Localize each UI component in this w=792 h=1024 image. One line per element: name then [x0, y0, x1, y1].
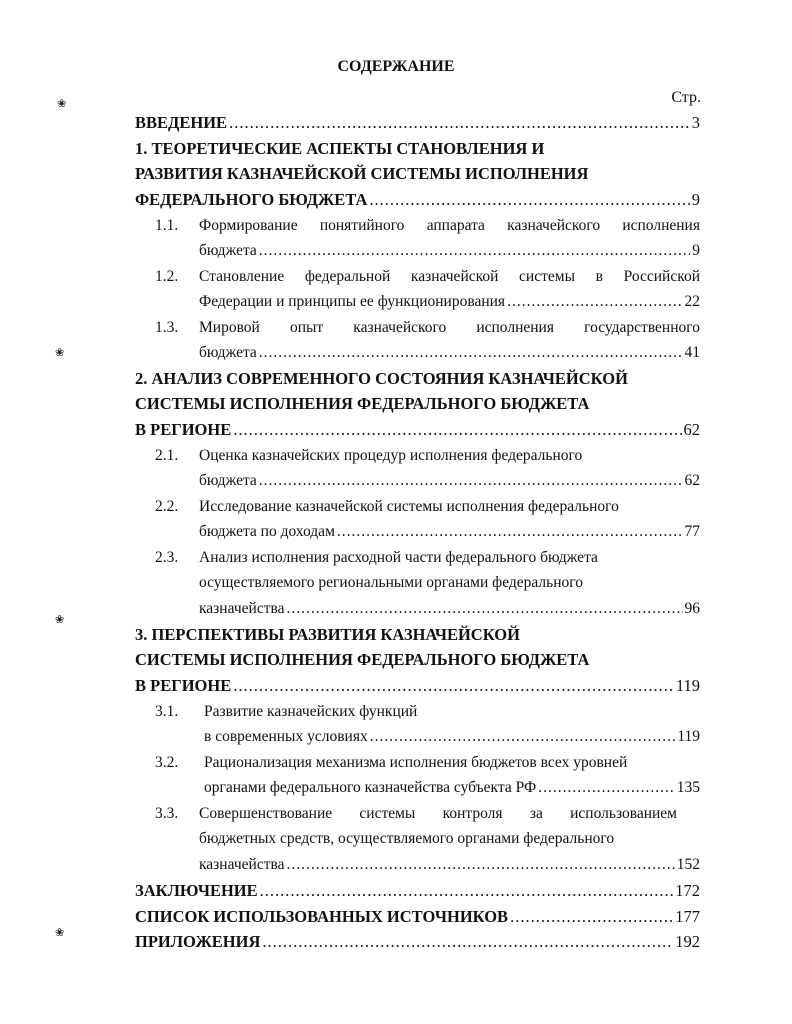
dot-leader — [538, 778, 675, 798]
dot-leader — [369, 190, 689, 210]
dot-leader — [510, 907, 673, 927]
toc-chapter-3 — [135, 676, 700, 696]
dot-leader — [233, 420, 681, 440]
scan-mark: ❀ — [57, 98, 67, 110]
toc-page-number: 22 — [684, 293, 700, 310]
toc-section-1-1 — [199, 241, 700, 261]
toc-section-3-3-line-1: Совершенствование системы контроля за использованием — [199, 805, 677, 822]
toc-entry-text: бюджета по доходам — [199, 523, 335, 540]
toc-page-number: 41 — [684, 344, 700, 361]
toc-chapter-3-line-2: СИСТЕМЫ ИСПОЛНЕНИЯ ФЕДЕРАЛЬНОГО БЮДЖЕТА — [135, 650, 590, 669]
dot-leader — [259, 241, 690, 261]
toc-page-number: 3 — [691, 113, 700, 132]
toc-section-number: 3.3. — [155, 805, 179, 822]
scan-mark: ❀ — [55, 927, 65, 939]
toc-entry-appendix — [135, 932, 700, 952]
dot-leader — [259, 343, 683, 363]
toc-section-number: 2.1. — [155, 447, 179, 464]
toc-entry-text: В РЕГИОНЕ — [135, 676, 232, 695]
toc-page-number: 62 — [684, 472, 700, 489]
toc-section-2-3-line-1: Анализ исполнения расходной части федерального бюджета — [199, 549, 598, 566]
toc-section-2-2 — [199, 522, 700, 542]
toc-page-number: 152 — [676, 856, 700, 873]
toc-section-number: 1.3. — [155, 319, 179, 336]
page-column-label: Стр. — [671, 89, 701, 106]
scan-mark: ❀ — [55, 347, 65, 359]
toc-section-3-2-line-1: Рационализация механизма исполнения бюджетов всех уровней — [204, 754, 628, 771]
toc-chapter-2-line-1: 2. АНАЛИЗ СОВРЕМЕННОГО СОСТОЯНИЯ КАЗНАЧЕЙСКОЙ — [135, 369, 628, 388]
dot-leader — [286, 855, 674, 875]
toc-entry-text: бюджета — [199, 344, 257, 361]
toc-page-number: 9 — [692, 242, 700, 259]
toc-entry-intro — [135, 113, 700, 133]
toc-section-3-3-line-2: бюджетных средств, осуществляемого органами федерального — [199, 830, 615, 847]
toc-section-1-1-line-1: Формирование понятийного аппарата казначейского исполнения — [199, 217, 700, 234]
toc-entry-text: казначейства — [199, 856, 285, 873]
toc-entry-text: бюджета — [199, 472, 257, 489]
toc-section-2-1 — [199, 471, 700, 491]
toc-page-number: 77 — [684, 523, 700, 540]
dot-leader — [337, 522, 683, 542]
toc-section-number: 1.2. — [155, 268, 179, 285]
toc-entry-text: бюджета — [199, 242, 257, 259]
toc-page-number: 96 — [684, 600, 700, 617]
dot-leader — [233, 676, 674, 696]
toc-section-2-1-line-1: Оценка казначейских процедур исполнения федерального — [199, 447, 583, 464]
toc-section-2-2-line-1: Исследование казначейской системы исполнения федерального — [199, 498, 619, 515]
toc-page-number: 119 — [675, 676, 700, 695]
toc-entry-text: органами федерального казначейства субъекта РФ — [204, 779, 537, 796]
toc-entry-text: В РЕГИОНЕ — [135, 420, 232, 439]
scan-mark: ❀ — [55, 614, 65, 626]
toc-section-3-2 — [204, 778, 700, 798]
toc-entry-text: ВВЕДЕНИЕ — [135, 113, 228, 132]
toc-page-number: 62 — [683, 420, 700, 439]
toc-page-number: 119 — [677, 728, 700, 745]
toc-page-number: 192 — [675, 932, 700, 951]
toc-entry-text: в современных условиях — [204, 728, 368, 745]
dot-leader — [260, 881, 674, 901]
toc-section-1-2 — [199, 292, 700, 312]
toc-section-2-3 — [199, 599, 700, 619]
toc-page-number: 172 — [675, 881, 700, 900]
dot-leader — [259, 471, 683, 491]
toc-section-number: 3.1. — [155, 703, 179, 720]
dot-leader — [370, 727, 676, 747]
toc-section-1-2-line-1: Становление федеральной казначейской системы в Российской — [199, 268, 700, 285]
toc-page-number: 9 — [691, 190, 700, 209]
toc-section-number: 3.2. — [155, 754, 179, 771]
toc-section-3-3 — [199, 855, 700, 875]
toc-section-number: 1.1. — [155, 217, 179, 234]
dot-leader — [286, 599, 682, 619]
toc-chapter-2-line-2: СИСТЕМЫ ИСПОЛНЕНИЯ ФЕДЕРАЛЬНОГО БЮДЖЕТА — [135, 394, 590, 413]
toc-chapter-1-line-2: РАЗВИТИЯ КАЗНАЧЕЙСКОЙ СИСТЕМЫ ИСПОЛНЕНИЯ — [135, 164, 589, 183]
toc-section-1-3 — [199, 343, 700, 363]
toc-entry-text: Федерации и принципы ее функционирования — [199, 293, 506, 310]
toc-entry-text: ЗАКЛЮЧЕНИЕ — [135, 881, 258, 900]
toc-chapter-1-line-1: 1. ТЕОРЕТИЧЕСКИЕ АСПЕКТЫ СТАНОВЛЕНИЯ И — [135, 139, 545, 158]
toc-entry-text: СПИСОК ИСПОЛЬЗОВАННЫХ ИСТОЧНИКОВ — [135, 907, 509, 926]
toc-page-number: 177 — [675, 907, 700, 926]
toc-entry-sources — [135, 907, 700, 927]
toc-page-number: 135 — [676, 779, 700, 796]
dot-leader — [507, 292, 682, 312]
toc-entry-conclusion — [135, 881, 700, 901]
toc-section-1-3-line-1: Мировой опыт казначейского исполнения государственного — [199, 319, 700, 336]
toc-section-3-1-line-1: Развитие казначейских функций — [204, 703, 418, 720]
toc-section-3-1 — [204, 727, 700, 747]
toc-entry-text: казначейства — [199, 600, 285, 617]
dot-leader — [262, 932, 673, 952]
toc-entry-text: ПРИЛОЖЕНИЯ — [135, 932, 261, 951]
dot-leader — [229, 113, 690, 133]
toc-section-2-3-line-2: осуществляемого региональными органами федерального — [199, 574, 583, 591]
toc-entry-text: ФЕДЕРАЛЬНОГО БЮДЖЕТА — [135, 190, 368, 209]
toc-section-number: 2.2. — [155, 498, 179, 515]
page-title: СОДЕРЖАНИЕ — [337, 58, 455, 75]
toc-chapter-2 — [135, 420, 700, 440]
toc-chapter-1 — [135, 190, 700, 210]
toc-chapter-3-line-1: 3. ПЕРСПЕКТИВЫ РАЗВИТИЯ КАЗНАЧЕЙСКОЙ — [135, 625, 520, 644]
toc-section-number: 2.3. — [155, 549, 179, 566]
